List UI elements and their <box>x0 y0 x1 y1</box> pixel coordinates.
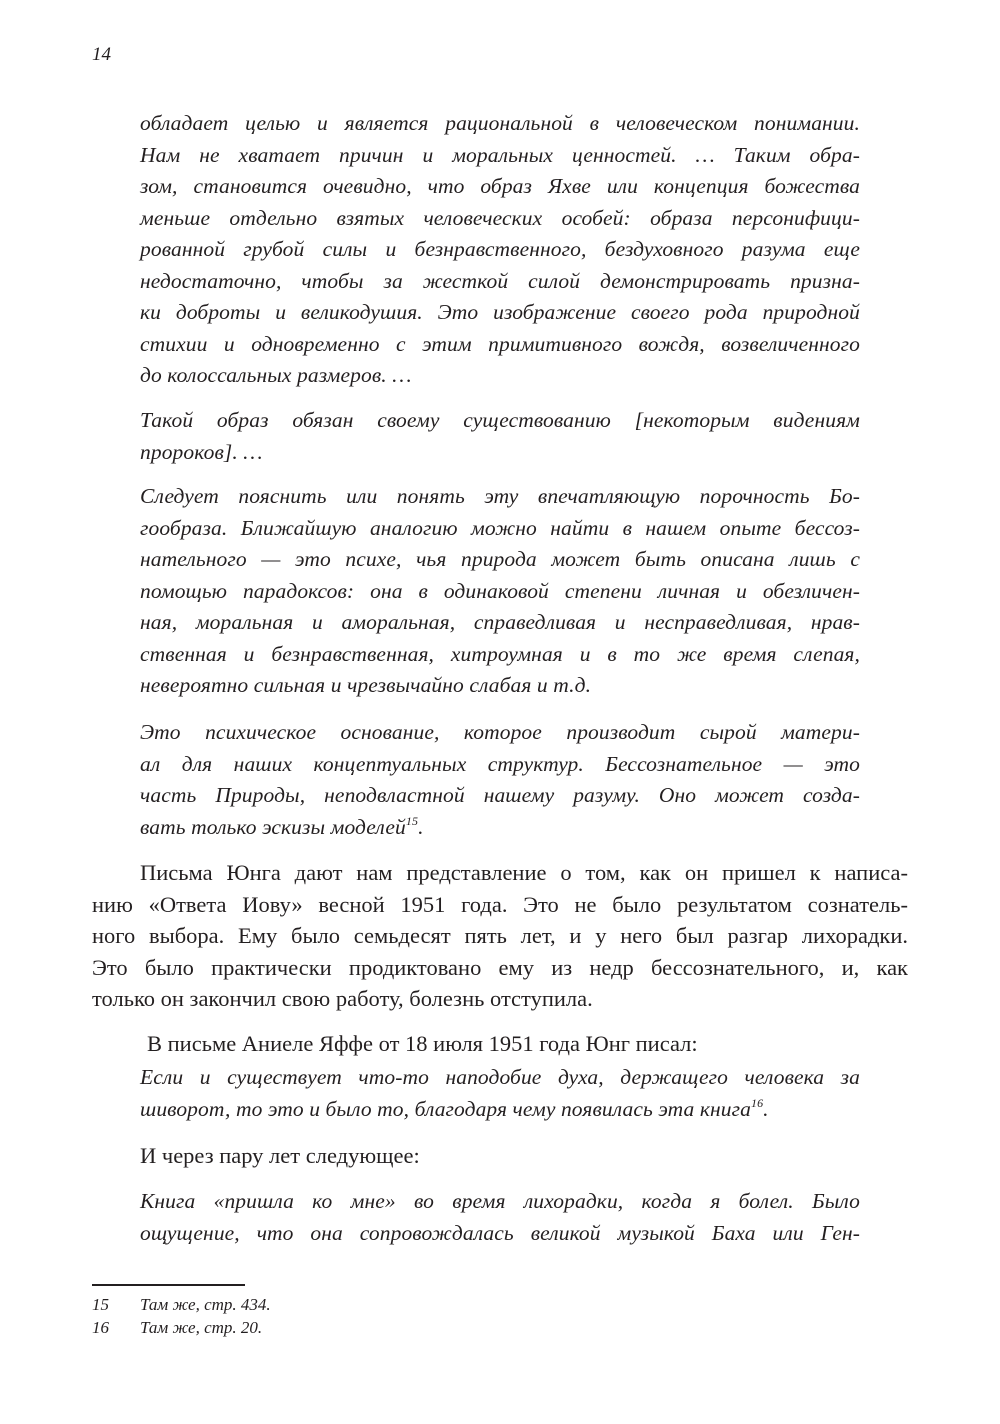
footnote <box>92 1295 271 1315</box>
footnote-ref: 15 <box>405 813 419 828</box>
line-text: до колоссальных размеров. … <box>140 363 412 387</box>
line-text: Это психическое основание, которое производит сырой матери- <box>140 720 860 744</box>
footnote-number: 16 <box>92 1318 109 1337</box>
paragraph <box>92 1028 908 1060</box>
footnote-ref: 16 <box>750 1095 764 1110</box>
text-line <box>140 607 860 639</box>
line-text: Книга «пришла ко мне» во время лихорадки, когда я болел. Было <box>140 1189 860 1213</box>
text-line <box>140 360 860 392</box>
line-tail: . <box>763 1096 769 1121</box>
line-text: ственная и безнравственная, хитроумная и в то же время слепая, <box>140 641 860 666</box>
line-text: И через пару лет следующее: <box>140 1143 420 1168</box>
text-line <box>140 481 860 513</box>
text-line <box>140 108 860 140</box>
text-line <box>140 749 860 781</box>
line-text: стихии и одновременно с этим примитивного вождя, возвеличенного <box>140 331 860 356</box>
text-line <box>140 1218 860 1250</box>
text-line <box>140 140 860 172</box>
quote-paragraph <box>140 717 860 843</box>
text-line <box>140 297 860 329</box>
text-line <box>92 857 908 889</box>
quote-paragraph <box>140 481 860 702</box>
text-line <box>92 1140 908 1172</box>
line-text: ная, моральная и аморальная, справедливая и несправедливая, нрав- <box>140 610 860 634</box>
paragraph <box>92 857 908 1015</box>
footnote <box>92 1318 262 1338</box>
text-line <box>92 952 908 984</box>
footnote-separator <box>92 1284 245 1286</box>
line-text: часть Природы, неподвластной нашему разуму. Оно может созда- <box>140 783 860 807</box>
line-text: зом, становится очевидно, что образ Яхве или концепция божества <box>140 174 860 198</box>
text-line <box>140 670 860 702</box>
text-line <box>140 1186 860 1218</box>
text-line <box>140 780 860 812</box>
text-line <box>140 437 860 469</box>
line-tail: . <box>418 814 424 839</box>
paragraph <box>92 1140 908 1172</box>
text-line <box>140 329 860 361</box>
line-text: рованной грубой силы и безнравственного, бездуховного разума еще <box>140 237 860 261</box>
line-text: вать только эскизы моделей <box>140 814 406 839</box>
page-number: 14 <box>92 44 111 65</box>
text-line <box>140 266 860 298</box>
line-text: пророков]. … <box>140 439 263 464</box>
line-text: шиворот, то это и было то, благодаря чему появилась эта книга <box>140 1096 751 1121</box>
text-line <box>140 717 860 749</box>
line-text: нательного — это психе, чья природа может быть описана лишь с <box>140 547 860 571</box>
line-text: нию «Ответа Иову» весной 1951 года. Это не было результатом сознатель- <box>92 891 908 917</box>
line-text: меньше отдельно взятых человеческих особей: образа персонифици- <box>140 205 860 230</box>
footnote-text: Там же, стр. 434. <box>140 1295 271 1314</box>
text-line <box>140 576 860 608</box>
quote-paragraph <box>140 1186 860 1249</box>
line-text: Это было практически продиктовано ему из недр бессознательного, и, как <box>92 954 908 980</box>
line-text: Следует пояснить или понять эту впечатляющую порочность Бо- <box>140 484 860 508</box>
line-text: Нам не хватает причин и моральных ценностей. … Таким обра- <box>140 142 860 167</box>
line-text: недостаточно, чтобы за жесткой силой демонстрировать призна- <box>140 268 860 293</box>
line-text: ал для наших концептуальных структур. Бессознательное — это <box>140 751 860 776</box>
footnote-number: 15 <box>92 1295 109 1314</box>
text-line <box>140 513 860 545</box>
line-text: помощью парадоксов: она в одинаковой степени личная и обезличен- <box>140 578 860 603</box>
line-text: В письме Аниеле Яффе от 18 июля 1951 года Юнг писал: <box>147 1031 698 1056</box>
text-line <box>92 1028 908 1060</box>
footnote-text: Там же, стр. 20. <box>140 1318 263 1337</box>
text-line <box>140 203 860 235</box>
quote-paragraph <box>140 108 860 392</box>
line-text: Если и существует что-то наподобие духа, держащего человека за <box>140 1065 860 1089</box>
quote-paragraph <box>140 1062 860 1125</box>
line-text: ного выбора. Ему было семьдесят пять лет, и у него был разгар лихорадки. <box>92 923 908 948</box>
text-line <box>92 889 908 921</box>
text-line <box>140 1062 860 1094</box>
line-text: только он закончил свою работу, болезнь отступила. <box>92 986 593 1011</box>
line-text: ощущение, что она сопровождалась великой музыкой Баха или Ген- <box>140 1220 860 1245</box>
text-line <box>140 234 860 266</box>
line-text: невероятно сильная и чрезвычайно слабая и т.д. <box>140 673 592 697</box>
line-text: Такой образ обязан своему существованию [некоторым видениям <box>140 408 860 432</box>
text-line <box>140 1094 860 1126</box>
text-line <box>140 639 860 671</box>
line-text: гообраза. Ближайшую аналогию можно найти в нашем опыте бессоз- <box>140 515 860 540</box>
line-text: Письма Юнга дают нам представление о том, как он пришел к написа- <box>140 860 908 885</box>
text-line <box>92 920 908 952</box>
text-line <box>92 983 908 1015</box>
line-text: ки доброты и великодушия. Это изображение своего рода природной <box>140 300 860 324</box>
line-text: обладает целью и является рациональной в человеческом понимании. <box>140 111 860 135</box>
text-line <box>140 171 860 203</box>
text-line <box>140 812 860 844</box>
quote-paragraph <box>140 405 860 468</box>
text-line <box>140 544 860 576</box>
text-line <box>140 405 860 437</box>
